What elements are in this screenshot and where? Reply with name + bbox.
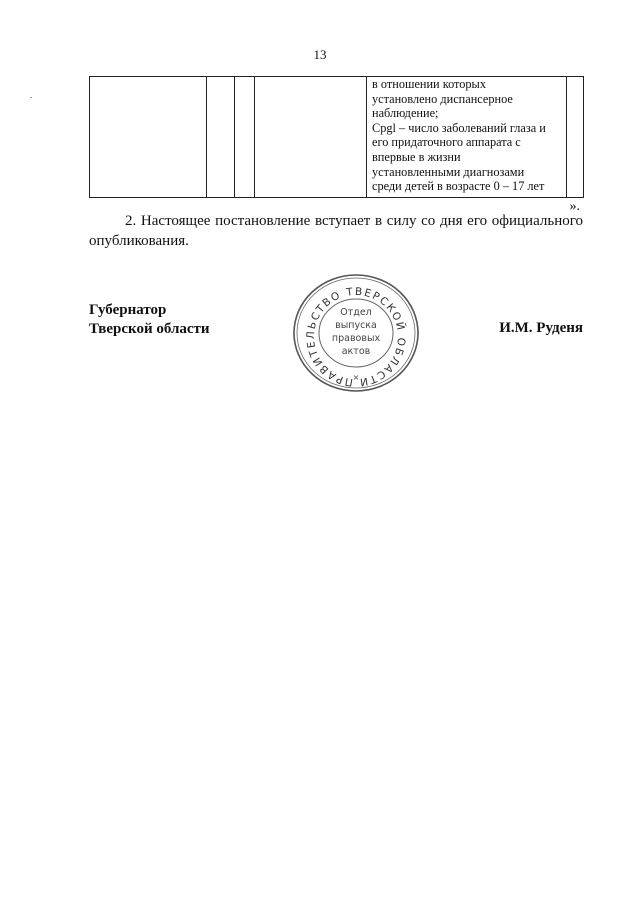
seal-center-line4: актов [341, 346, 371, 357]
description-line: установлено диспансерное [372, 91, 513, 106]
table-cell-empty-3 [235, 77, 255, 198]
description-line: наблюдение; [372, 106, 439, 121]
page-number: 13 [313, 47, 327, 62]
table-cell-empty-2 [207, 77, 235, 198]
description-line: установленными диагнозами [372, 164, 525, 179]
seal-ring-text: ПРАВИТЕЛЬСТВО ТВЕРСКОЙ ОБЛАСТИ [304, 285, 408, 389]
official-seal [291, 272, 421, 394]
seal-stamp-graphic [291, 272, 421, 394]
description-line: Cpgl – число заболеваний глаза и [372, 120, 546, 135]
seal-center-line3: правовых [331, 333, 381, 344]
continuation-table [89, 76, 584, 198]
table-cell-empty-4 [255, 77, 367, 198]
table-cell-empty-1 [90, 77, 207, 198]
signatory-name: И.М. Руденя [499, 320, 583, 336]
description-line: его придаточного аппарата с [372, 135, 521, 150]
margin-speck [30, 97, 32, 98]
description-line: среди детей в возрасте 0 – 17 лет [372, 179, 545, 194]
seal-center-line1: Отдел [340, 307, 372, 318]
description-line: впервые в жизни [372, 149, 461, 164]
table-cell-description [367, 77, 567, 198]
seal-star-icon: × [352, 373, 360, 382]
signatory-title [89, 301, 210, 339]
description-text [367, 77, 566, 194]
closing-quote: ». [569, 199, 580, 214]
signatory-title-line1: Губернатор [89, 302, 167, 318]
seal-center-line2: выпуска [335, 320, 377, 331]
effective-date-paragraph: 2. Настоящее постановление вступает в силу со дня его официального опубликования. [89, 213, 583, 249]
signatory-title-line2: Тверской области [89, 321, 210, 337]
description-line: в отношении которых [372, 77, 486, 91]
table-row [90, 77, 584, 198]
table-cell-empty-6 [567, 77, 584, 198]
